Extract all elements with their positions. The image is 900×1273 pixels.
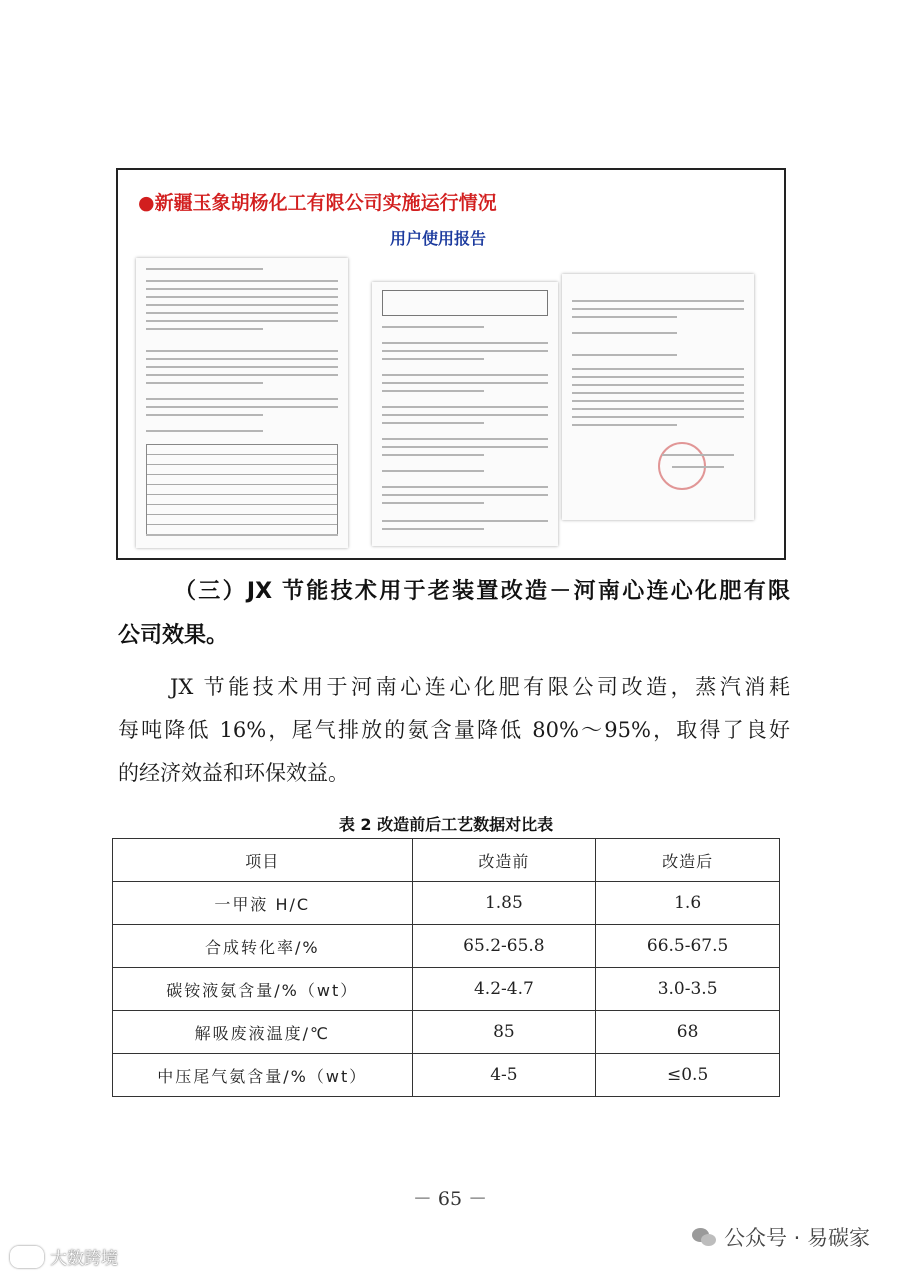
table-row xyxy=(113,1011,780,1054)
table-row xyxy=(113,882,780,925)
row-item: 合成转化率/% xyxy=(113,925,413,968)
section-heading-line1: （三）JX 节能技术用于老装置改造－河南心连心化肥有限 xyxy=(174,579,790,604)
row-item: 中压尾气氨含量/%（wt） xyxy=(113,1054,413,1097)
wechat-icon xyxy=(692,1226,718,1248)
header-item: 项目 xyxy=(113,839,413,882)
section-heading xyxy=(118,570,790,658)
row-item: 碳铵液氨含量/%（wt） xyxy=(113,968,413,1011)
row-after: 1.6 xyxy=(596,882,780,925)
row-item: 解吸废液温度/℃ xyxy=(113,1011,413,1054)
page-number: － 65 － xyxy=(412,1188,488,1210)
header-before: 改造前 xyxy=(412,839,596,882)
corner-watermark-text: 大数跨境 xyxy=(50,1249,118,1269)
header-after: 改造后 xyxy=(596,839,780,882)
paragraph-line2: 每吨降低 16%，尾气排放的氨含量降低 80%～95%，取得了良好 xyxy=(118,718,790,742)
row-after: 3.0-3.5 xyxy=(596,968,780,1011)
scanned-page-left xyxy=(136,258,348,548)
figure-title: ●新疆玉象胡杨化工有限公司实施运行情况 xyxy=(138,192,497,214)
scanned-page-right xyxy=(562,274,754,520)
process-data-table xyxy=(112,838,780,1097)
wechat-watermark-text: 公众号 · 易碳家 xyxy=(723,1226,870,1250)
row-before: 4.2-4.7 xyxy=(412,968,596,1011)
row-after: 66.5-67.5 xyxy=(596,925,780,968)
body-paragraph xyxy=(118,666,790,795)
report-photo-figure xyxy=(116,168,786,560)
row-after: 68 xyxy=(596,1011,780,1054)
row-before: 85 xyxy=(412,1011,596,1054)
table-row xyxy=(113,925,780,968)
scanned-page-middle xyxy=(372,282,558,546)
brand-logo-icon xyxy=(10,1246,44,1268)
row-before: 4-5 xyxy=(412,1054,596,1097)
corner-watermark xyxy=(10,1244,118,1269)
table-caption: 表 2 改造前后工艺数据对比表 xyxy=(338,815,554,834)
table-row xyxy=(113,968,780,1011)
row-before: 1.85 xyxy=(412,882,596,925)
paragraph-line3: 的经济效益和环保效益。 xyxy=(118,761,349,785)
section-heading-line2: 公司效果。 xyxy=(118,623,229,648)
table-row xyxy=(113,1054,780,1097)
paragraph-line1: JX 节能技术用于河南心连心化肥有限公司改造，蒸汽消耗 xyxy=(170,675,790,699)
wechat-watermark xyxy=(692,1222,870,1252)
row-before: 65.2-65.8 xyxy=(412,925,596,968)
table-header-row xyxy=(113,839,780,882)
row-item: 一甲液 H/C xyxy=(113,882,413,925)
figure-subtitle: 用户使用报告 xyxy=(390,229,487,248)
row-after: ≤0.5 xyxy=(596,1054,780,1097)
